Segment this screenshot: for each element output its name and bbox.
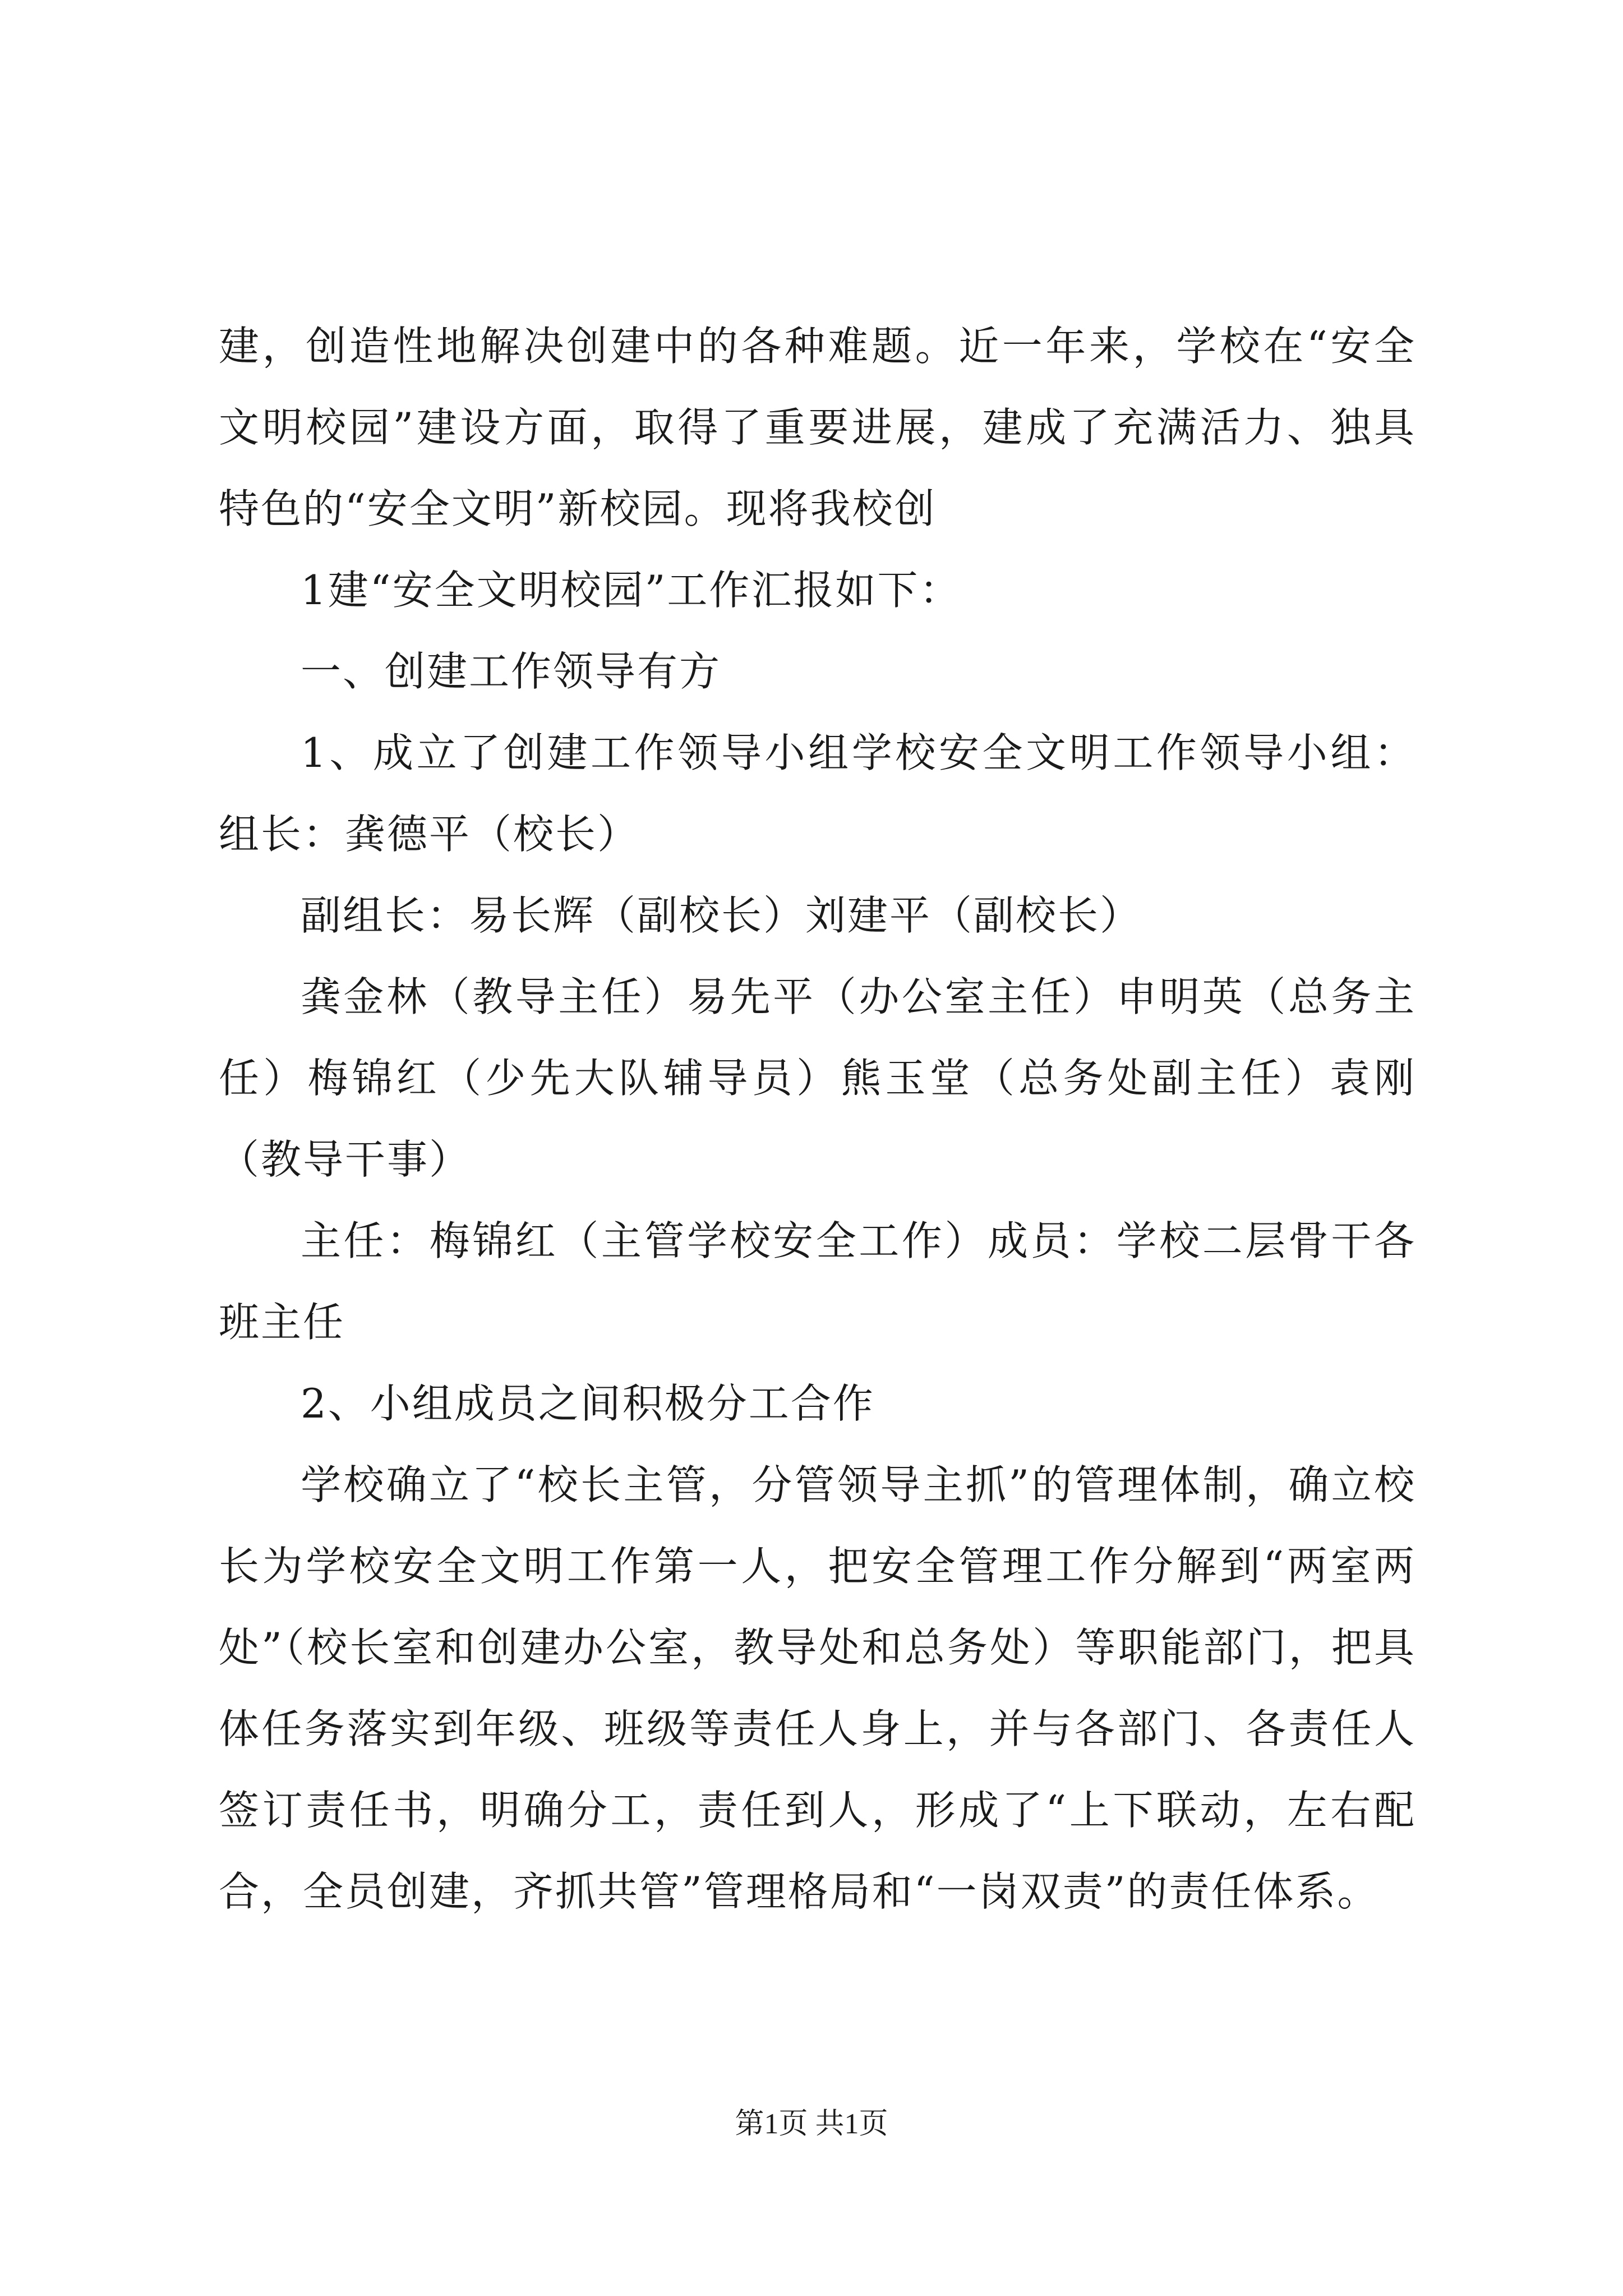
page-number-footer: 第1页 共1页: [735, 2108, 888, 2140]
paragraph-members: 龚金林（教导主任）易先平（办公室主任）申明英（总务主任）梅锦红（少先大队辅导员）熊玉堂（总务处副主任）袁刚（教导干事）: [219, 973, 1416, 1183]
paragraph-director: 主任：梅锦红（主管学校安全工作）成员：学校二层骨干各班主任: [219, 1217, 1416, 1346]
section-heading-leadership: 一、创建工作领导有方: [301, 648, 722, 695]
document-body: [219, 306, 1416, 1932]
section-heading-cooperation: 2、小组成员之间积极分工合作: [301, 1380, 875, 1427]
paragraph-intro: 建，创造性地解决创建中的各种难题。近一年来，学校在“安全文明校园”建设方面，取得了重要进展，建成了充满活力、独具特色的“安全文明”新校园。现将我校创: [219, 323, 1416, 532]
paragraph-management-system: 学校确立了“校长主管，分管领导主抓”的管理体制，确立校长为学校安全文明工作第一人，把安全管理工作分解到“两室两处”（校长室和创建办公室，教导处和总务处）等职能部门，把具体任务落实到年级、班级等责任人身上，并与各部门、各责任人签订责任书，明确分工，责任到人，形成了“上下联动，左右配合，全员创建，齐抓共管”管理格局和“一岗双责”的责任体系。: [219, 1461, 1416, 1915]
paragraph-leadership-group: 1、成立了创建工作领导小组学校安全文明工作领导小组：组长：龚德平（校长）: [219, 729, 1416, 858]
paragraph-report-heading: 1建“安全文明校园”工作汇报如下：: [301, 567, 962, 614]
paragraph-deputy-leaders: 副组长：易长辉（副校长）刘建平（副校长）: [301, 892, 1142, 939]
